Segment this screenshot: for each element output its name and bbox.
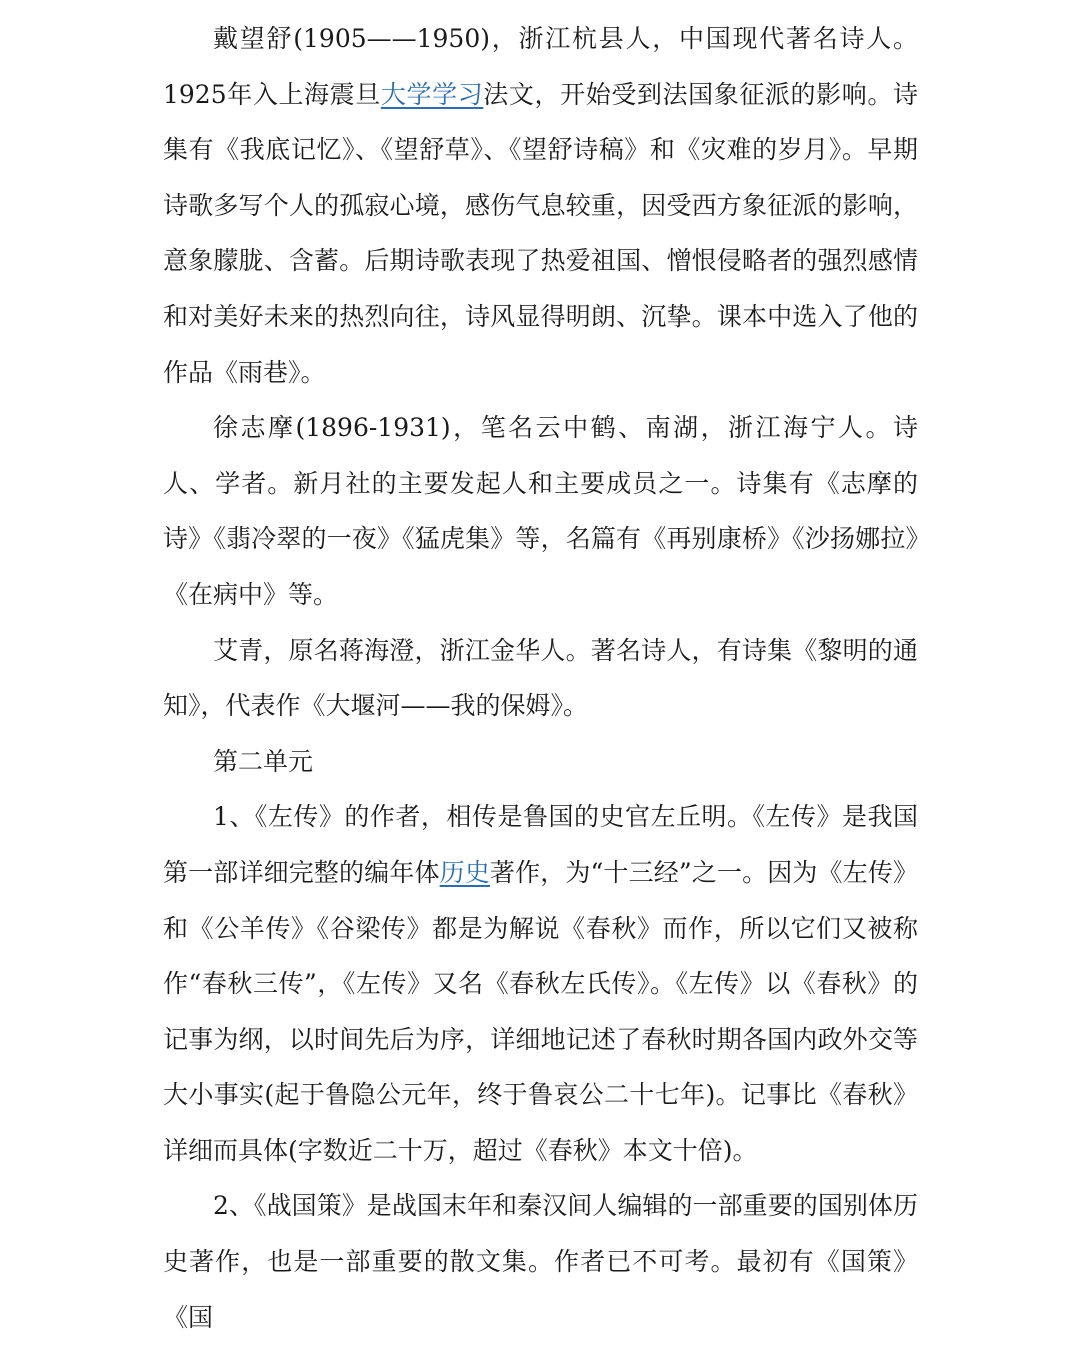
- link-history[interactable]: 历史: [439, 857, 490, 887]
- paragraph-zuozhuan: [163, 789, 918, 1178]
- paragraph-text: 戴望舒(1905——1950)，浙江杭县人，中国现代著名诗人。1925年入上海震旦: [163, 24, 918, 109]
- paragraph-xu-zhimo: 徐志摩(1896-1931)，笔名云中鹤、南湖，浙江海宁人。诗人、学者。新月社的主要发起人和主要成员之一。诗集有《志摩的诗》《翡冷翠的一夜》《猛虎集》等，名篇有《再别康桥》《沙扬娜拉》《在病中》等。: [163, 413, 918, 609]
- paragraph-text: 1、《左传》的作者，相传是鲁国的史官左丘明。《左传》是我国第一部详细完整的编年体: [163, 802, 918, 887]
- link-university-study[interactable]: 大学学习: [380, 79, 484, 109]
- paragraph-ai-qing: 艾青，原名蒋海澄，浙江金华人。著名诗人，有诗集《黎明的通知》，代表作《大堰河——我的保姆》。: [163, 635, 918, 721]
- paragraph-text: 著作，为“十三经”之一。因为《左传》和《公羊传》《谷梁传》都是为解说《春秋》而作，所以它们又被称作“春秋三传”，《左传》又名《春秋左氏传》。《左传》以《春秋》的记事为纲，以时间先后为序，详细地记述了春秋时期各国内政外交等大小事实(起于鲁隐公元年，终于鲁哀公二十七年)。记事比《春秋》详细而具体(字数近二十万，超过《春秋》本文十倍)。: [163, 857, 918, 1165]
- paragraph-text: 法文，开始受到法国象征派的影响。诗集有《我底记忆》、《望舒草》、《望舒诗稿》和《灾难的岁月》。早期诗歌多写个人的孤寂心境，感伤气息较重，因受西方象征派的影响，意象朦胧、含蓄。后期诗歌表现了热爱祖国、憎恨侵略者的强烈感情和对美好未来的热烈向往，诗风显得明朗、沉挚。课本中选入了他的作品《雨巷》。: [163, 79, 918, 387]
- section-heading: 第二单元: [213, 746, 314, 776]
- paragraph-dai-wangshu: [163, 11, 918, 400]
- document-page: [163, 0, 918, 1345]
- paragraph-zhanguoce: 2、《战国策》是战国末年和秦汉间人编辑的一部重要的国别体历史著作，也是一部重要的散文集。作者已不可考。最初有《国策》《国: [163, 1191, 918, 1332]
